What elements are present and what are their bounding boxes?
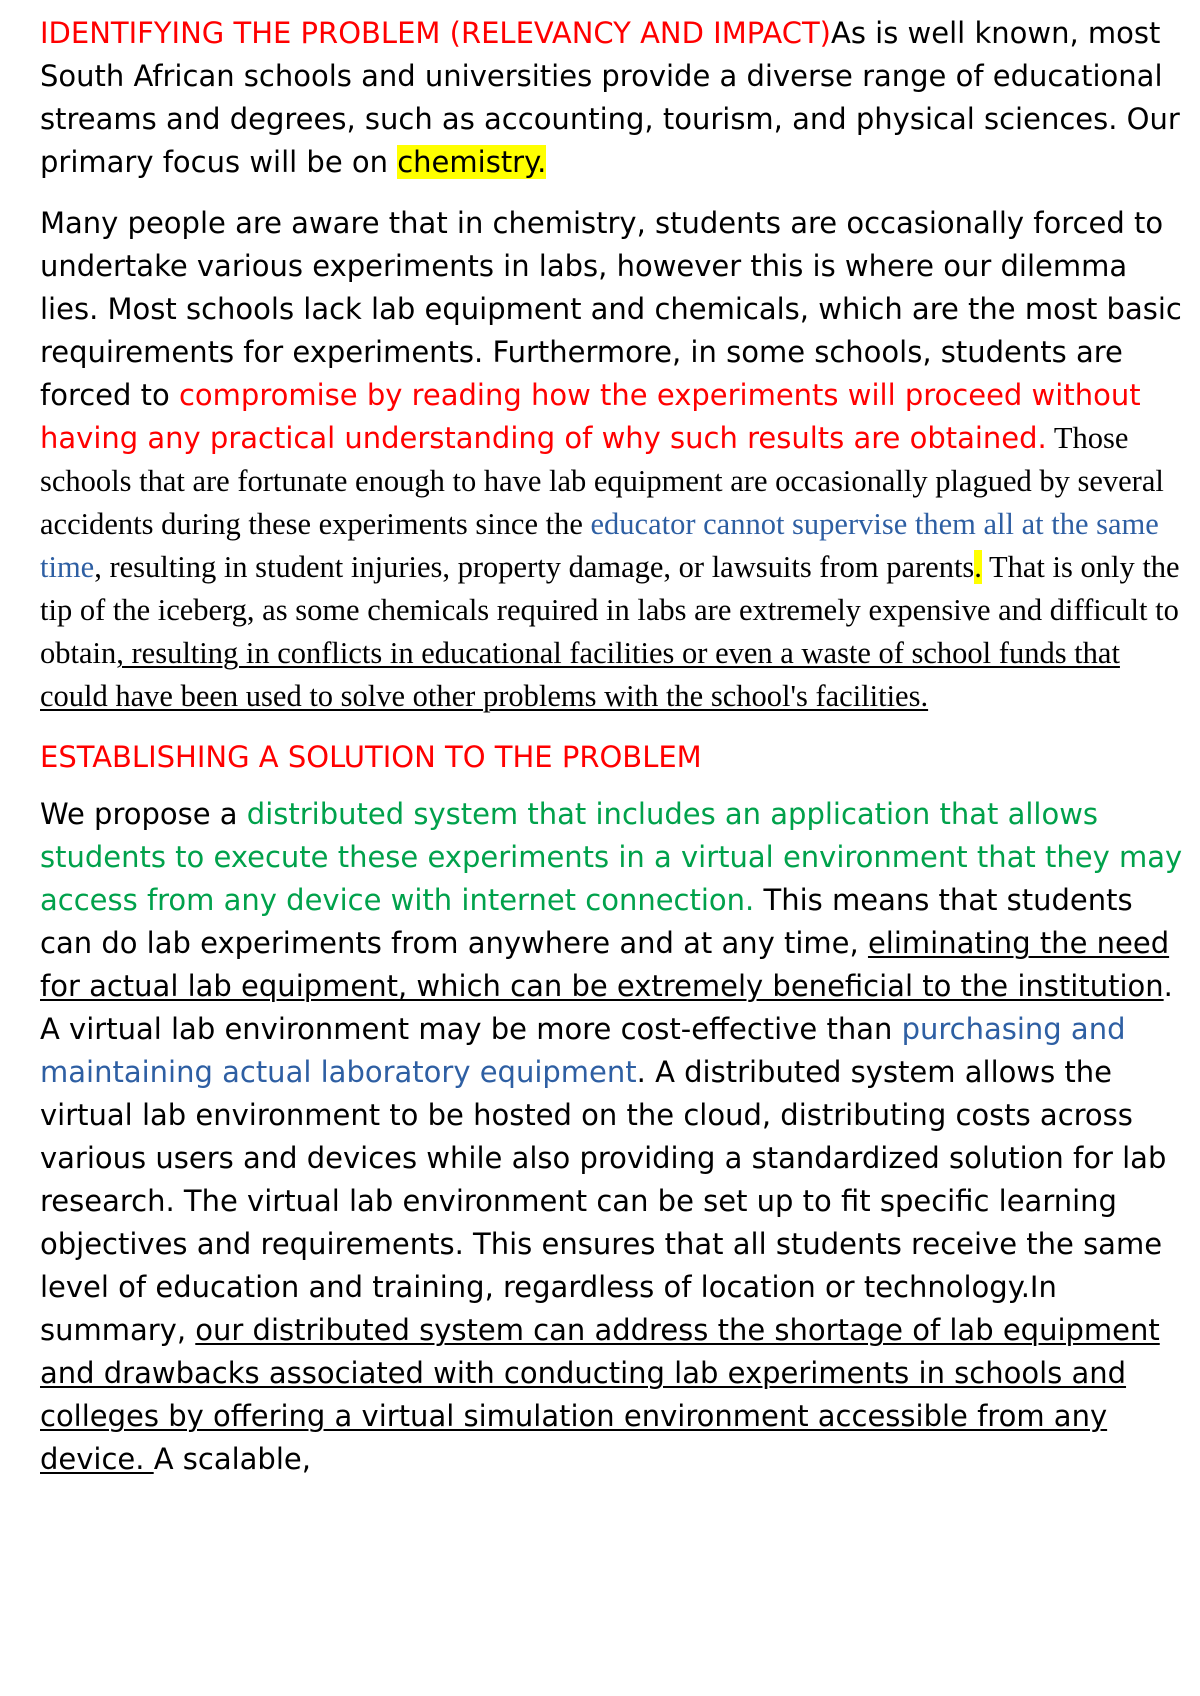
problem-red-emphasis: compromise by reading how the experiments will proceed without having any practical understanding of why such results are obtained. — [40, 378, 1141, 455]
solution-text-1: We propose a — [40, 797, 247, 831]
solution-underlined-2: our distributed system can address the shortage of lab equipment and drawbacks associated with conducting lab experiments in schools and colleges by offering a virtual simulation environment accessible from any device. — [40, 1313, 1160, 1476]
document-page — [40, 12, 1192, 1499]
solution-heading: ESTABLISHING A SOLUTION TO THE PROBLEM — [40, 740, 702, 774]
problem-serif-text-2: , resulting in student injuries, property damage, or lawsuits from parents — [94, 550, 975, 584]
problem-blue-emphasis: educator cannot supervise them all at the same time — [40, 507, 1159, 584]
solution-text-2: This means that students can do lab experiments from anywhere and at any time, — [40, 883, 1133, 960]
highlighted-period: . — [974, 550, 982, 584]
solution-underlined-1: eliminating the need for actual lab equipment, which can be extremely beneficial to the institution — [40, 926, 1170, 1003]
solution-text-4: . A distributed system allows the virtual lab environment to be hosted on the cloud, distributing costs across various users and devices while also providing a standardized solution for lab research. The virtual lab environment can be set up to fit specific learning objectives and requirements. This ensures that all students receive the same level of education and training, regardless of location or technology.In summary, — [40, 1055, 1167, 1347]
intro-text: As is well known, most South African schools and universities provide a diverse range of educational streams and degrees, such as accounting, tourism, and physical sciences. Our primary focus will be on — [40, 16, 1180, 179]
highlighted-chemistry: chemistry. — [397, 145, 547, 179]
solution-blue-emphasis: purchasing and maintaining actual laboratory equipment — [40, 1012, 1126, 1089]
problem-text: Many people are aware that in chemistry, students are occasionally forced to undertake various experiments in labs, however this is where our dilemma lies. Most schools lack lab equipment and chemicals, which are the most basic requirements for experiments. Furthermore, in some schools, students are forced to — [40, 206, 1182, 412]
solution-text-5: A scalable, — [153, 1442, 311, 1476]
problem-serif-text-3: That is only the tip of the iceberg, as some chemicals required in labs are extremely expensive and difficult to obtain — [40, 550, 1180, 670]
solution-green-emphasis: distributed system that includes an application that allows students to execute these experiments in a virtual environment that they may access from any device with internet connection. — [40, 797, 1183, 917]
solution-paragraph — [40, 793, 1192, 1481]
problem-underlined-text: , resulting in conflicts in educational facilities or even a waste of school funds that could have been used to solve other problems with the school's facilities. — [40, 636, 1120, 713]
problem-detail-paragraph — [40, 202, 1192, 718]
solution-text-3: . A virtual lab environment may be more cost-effective than — [40, 969, 1173, 1046]
problem-heading: IDENTIFYING THE PROBLEM (RELEVANCY AND IMPACT) — [40, 16, 831, 50]
problem-serif-text-1: Those schools that are fortunate enough to have lab equipment are occasionally plagued by several accidents during these experiments since the — [40, 421, 1164, 541]
problem-intro-paragraph — [40, 12, 1192, 184]
